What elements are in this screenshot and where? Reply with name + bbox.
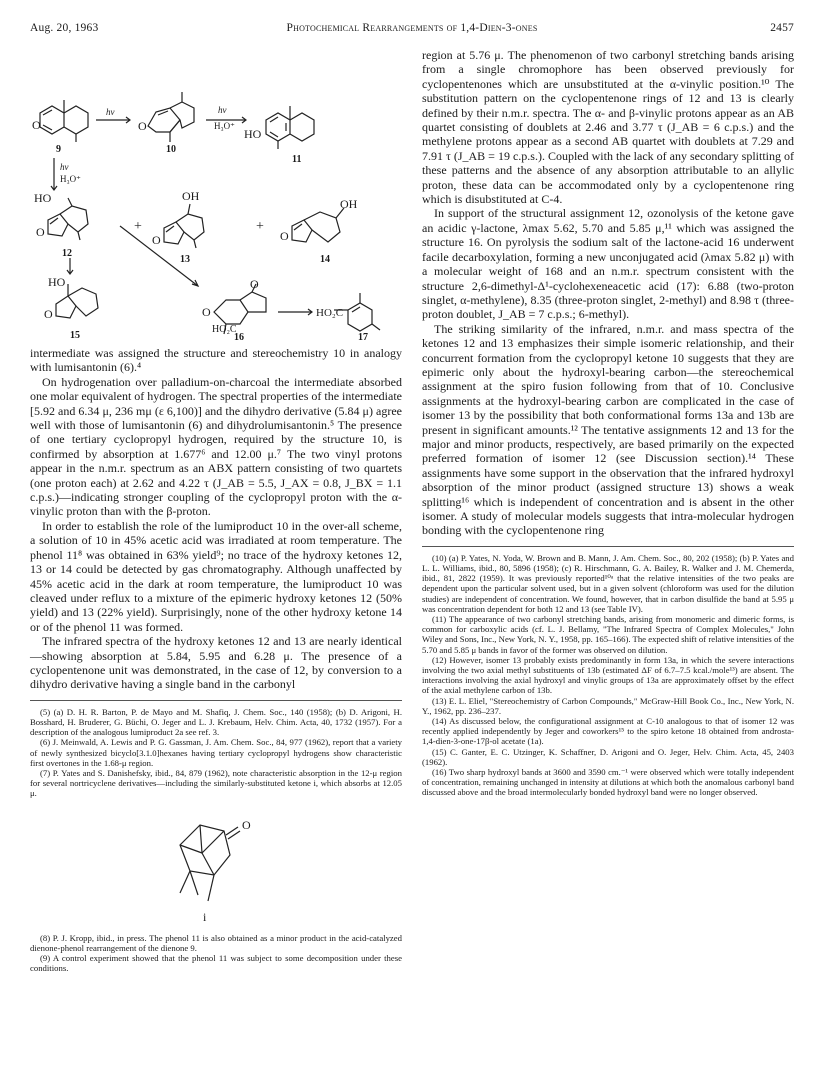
scheme-ho-11: HO (244, 127, 262, 141)
footnote-6: (6) J. Meinwald, A. Lewis and P. G. Gassman, J. Am. Chem. Soc., 84, 977 (1962), report that a variety of newly synthesized bicyclo[3.1.0]hexanes having tertiary cyclopropyl hydrogens show characteristic first overtones in the 1.68-μ region. (30, 737, 402, 768)
scheme-ho2c-17: HO₂C (316, 307, 344, 319)
scheme-o-12: O (36, 225, 45, 239)
footnote-9: (9) A control experiment showed that the phenol 11 was subject to some decomposition under these conditions. (30, 952, 402, 974)
structure-i-drawing (30, 805, 402, 929)
header-date: Aug. 20, 1963 (30, 22, 99, 34)
scheme-h3o-3: H₃O⁺ (60, 174, 81, 184)
right-column (422, 48, 794, 798)
footnote-rule (30, 700, 402, 701)
header-title: Photochemical Rearrangements of 1,4-Dien-3-ones (286, 22, 538, 34)
scheme-plus-1: + (134, 219, 142, 234)
left-paragraph-3: In order to establish the role of the lumiproduct 10 in the over-all scheme, a solution of 10 in 45% acetic acid was irradiated at room temperature. The phenol 11⁸ was obtained in 63% yield⁹; no trace of the hydroxy ketones 12, 13 or 14 could be detected by gas chromatography. Although unaffected by 45% acetic acid in the dark at room temperature, the lumiproduct 10 was cleaved under reflux to a mixture of the epimeric hydroxy ketones 12 (50% yield) and 13 (22% yield). Surprisingly, none of the other hydroxy ketone 14 or of the phenol 11 was formed. (30, 518, 402, 634)
header-page-number: 2457 (770, 22, 794, 34)
scheme-o-16-top: O (250, 277, 259, 291)
scheme-plus-2: + (256, 219, 264, 234)
scheme-h3o-2: H₃O⁺ (214, 121, 235, 131)
footnote-5: (5) (a) D. H. R. Barton, P. de Mayo and M. Shafiq, J. Chem. Soc., 140 (1958); (b) D. Arigoni, H. Bosshard, H. Bruderer, G. Büchi, O. Jeger and L. J. Krebaum, Helv. Chim. Acta, 40, 1732 (1957). For a description of the analogous lumiproduct 2a see ref. 3. (30, 706, 402, 738)
scheme-ho-12: HO (34, 191, 52, 205)
right-paragraph-1: region at 5.76 μ. The phenomenon of two carbonyl stretching bands arising from a single chromophore has been observed previously for cyclopentenones which are unsubstituted at the α-vinylic position.¹⁰ The substitution pattern on the cyclopentenone rings of 12 and 13 is clearly defined by their n.m.r. spectra. The α- and β-vinylic protons appear as an AB quartet consisting of doublets at 2.46 and 3.77 τ (J_AB = 6 c.p.s.) and the methylene protons appear as a second AB quartet with doublets at 7.29 and 7.91 τ (J_AB = 19 c.p.s.). Coupled with the lack of any secondary splitting of these patterns and the absence of any absorption attributable to an allylic proton, these data can be accommodated only by a cyclopentenone ring which is disubstituted at C-4. (422, 48, 794, 207)
footnote-12: (12) However, isomer 13 probably exists predominantly in form 13a, in which the severe interactions involving the two axial methyl substituents of 13b (estimated ΔF of 6.7–7.5 kcal./mole¹³) are absent. The interactions involving the axial hydroxyl and vinylic groups of 13a are approximately offset by the effect of the axial methylene carbon of 13b. (422, 654, 794, 696)
left-paragraph-2: On hydrogenation over palladium-on-charcoal the intermediate absorbed one molar equivalent of hydrogen. The spectral properties of the intermediate [5.92 and 6.34 μ, 236 mμ (ε 6,100)] and the dihydro derivative (5.84 μ) agree well with those of lumisantonin (6) and dihydrolumisantonin.⁵ The presence of one tertiary cyclopropyl hydrogen, required by the structure 10, is confirmed by absorption at 1.677⁶ and 12.00 μ.⁷ The two vinyl protons appear in the n.m.r. spectrum as an ABX pattern consisting of two quartets (one proton each) at 2.62 and 4.22 τ (J_AB = 5.5, J_AX = 0.8, J_BX = 1.1 c.p.s.)—indicating stronger coupling of the cyclopropyl proton with the α-vinylic proton than with the β-proton. (30, 374, 402, 519)
footnote-7: (7) P. Yates and S. Danishefsky, ibid., 84, 879 (1962), note characteristic absorption in the 12-μ region for several nortricyclene derivatives—including the similarly-substituted ketone i, which absorbs at 12.05 μ. (30, 767, 402, 799)
scheme-o-13: O (152, 233, 161, 247)
scheme-hv-1: hν (106, 107, 115, 117)
structure-i-oxygen: O (242, 817, 251, 832)
footnote-14: (14) As discussed below, the configurational assignment at C-10 analogous to that of isomer 12 was recently applied independently by Jeger and coworkers¹⁵ to the spiro ketone 18 obtained from androsta-1,4-dien-3-one-17β-ol acetate (1a). (422, 716, 794, 747)
scheme-o-9: O (32, 118, 41, 132)
scheme-hv-3: hν (60, 162, 69, 172)
footnote-15: (15) C. Ganter, E. C. Utzinger, K. Schaffner, D. Arigoni and O. Jeger, Helv. Chim. Acta, 45, 2403 (1962). (422, 746, 794, 767)
scheme-o-16: O (202, 305, 211, 319)
scheme-hv-2: hν (218, 105, 227, 115)
right-paragraph-2: In support of the structural assignment 12, ozonolysis of the ketone gave an acidic γ-lactone, λmax 5.62, 5.70 and 5.85 μ,¹¹ which was assigned the structure 16. On pyrolysis the sodium salt of the lactone-acid 16 underwent facile decarboxylation, forming a new unconjugated acid (λmax 5.82 μ) with a molecular weight of 168 and an n.m.r. spectrum consistent with the structure 2,6-dimethyl-Δ¹-cyclohexeneacetic acid (17): 6.88 (two-proton singlet, α-methylene), 8.35 (three-proton singlet, 2-methyl) and 8.98 τ (three-proton doublet, J_AB = 7 c.p.s.; 6-methyl). (422, 206, 794, 322)
scheme-oh-13: OH (182, 189, 200, 203)
label-17: 17 (358, 332, 368, 340)
footnote-16: (16) Two sharp hydroxyl bands at 3600 and 3590 cm.⁻¹ were observed which were totally independent of concentration, remaining unchanged in intensity at dilutions at which both the anomalous carbonyl band discussed above and the broad intermolecularly bonded hydroxyl band were no longer observed. (422, 767, 794, 798)
footnote-10: (10) (a) P. Yates, N. Yoda, W. Brown and B. Mann, J. Am. Chem. Soc., 80, 202 (1958); (b) P. Yates and L. L. Williams, ibid., 80, 5896 (1958); (c) R. Hirschmann, G. A. Bailey, R. Walker and J. M. Chemerda, ibid., 81, 2822 (1959). It was previously reported¹⁰ᵃ that the relative intensities of the two peaks are dependent upon the particular solvent used, but in a given solvent (chloroform was used for the dilution studies) are independent of concentration. We found, however, that in carbon disulfide the band at 5.95 μ was concentration dependent for both 12 and 13 (see Table IV). (422, 552, 794, 614)
footnote-11: (11) The appearance of two carbonyl stretching bands, arising from monomeric and dimeric forms, is common for carboxylic acids (cf. L. J. Bellamy, "The Infrared Spectra of Complex Molecules," John Wiley and Sons, Inc., New York, N. Y., 1958, pp. 165–166). The expected shift of relative intensities of the 5.70 and 5.85 μ bands in favor of the former was observed on dilution. (422, 614, 794, 655)
scheme-oh-14: OH (340, 197, 358, 211)
label-13: 13 (180, 254, 190, 265)
scheme-o-14: O (280, 229, 289, 243)
label-16: 16 (234, 332, 244, 340)
structure-i-figure (30, 805, 402, 929)
scheme-ho-15: HO (48, 275, 66, 289)
scheme-ho2c-16: HO₂C (212, 324, 237, 335)
label-15: 15 (70, 330, 80, 340)
structure-i-label: i (203, 909, 207, 924)
left-column (30, 48, 402, 973)
scheme-o-15: O (44, 307, 53, 321)
running-header (30, 22, 794, 38)
label-9: 9 (56, 144, 61, 155)
label-14: 14 (320, 254, 330, 265)
left-paragraph-1: intermediate was assigned the structure and stereochemistry 10 in analogy with lumisantonin (6).⁴ (30, 346, 402, 375)
label-11: 11 (292, 154, 302, 165)
label-10: 10 (166, 144, 176, 155)
right-paragraph-3: The striking similarity of the infrared, n.m.r. and mass spectra of the ketones 12 and 13 emphasizes their simple isomeric relationship, and their concurrent formation from the cyclopropyl ketone 10 suggests that they are epimeric only about the hydroxyl-bearing carbon—the stereochemical assignment at the spiro fusion following from that of 10. Conclusive assignments at the hydroxyl-bearing carbon are complicated in the case of isomer 13 by the possibility that both conformational forms 13a and 13b are present in significant amounts.¹² The tentative assignments 12 and 13 for the major and minor products, respectively, are based primarily on the expected preferred formation of isomer 12 (see Discussion section).¹⁴ These assignments have some support in the observation that the infrared hydroxyl absorption of the minor product (assigned structure 13) shows a weak splitting¹⁶ which is independent of concentration and is absent in the other isomer. A study of molecular models suggests that intra-molecular hydrogen bonding with the cyclopentenone ring (422, 321, 794, 538)
footnote-8: (8) P. J. Kropp, ibid., in press. The phenol 11 is also obtained as a minor product in the acid-catalyzed dienone-phenol rearrangement of the dienone 9. (30, 932, 402, 953)
scheme-o-10: O (138, 119, 147, 133)
left-paragraph-4: The infrared spectra of the hydroxy ketones 12 and 13 are nearly identical—showing absorption at 5.84, 5.95 and 6.28 μ. The presence of a cyclopentenone unit was demonstrated, in the case of 12, by conversion to a dihydro derivative having a single band in the carbonyl (30, 634, 402, 692)
reaction-scheme (30, 48, 402, 340)
footnote-rule-right (422, 546, 794, 547)
footnote-13: (13) E. L. Eliel, "Stereochemistry of Carbon Compounds," McGraw-Hill Book Co., Inc., New York, N. Y., 1962, pp. 236–237. (422, 695, 794, 716)
reaction-scheme-drawing (30, 48, 402, 340)
label-12: 12 (62, 248, 72, 259)
